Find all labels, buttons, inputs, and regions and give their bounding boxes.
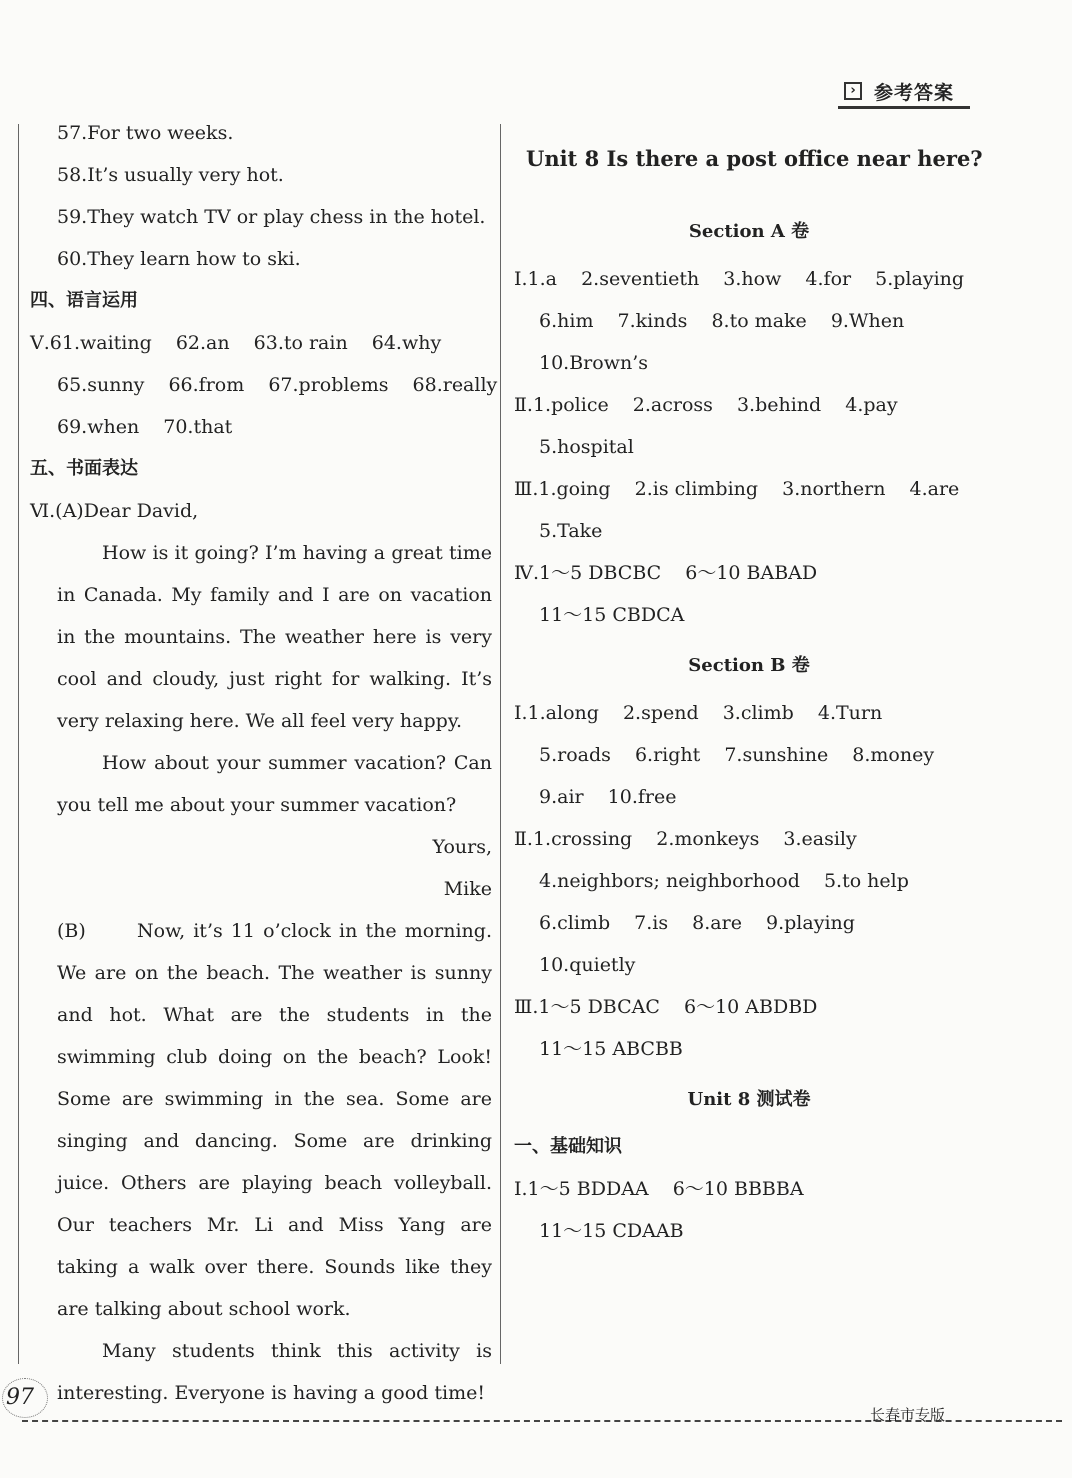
answer-item: 3.behind bbox=[736, 394, 822, 416]
answer-row bbox=[514, 734, 984, 776]
answer-item: Ⅲ.1～5 DBCAC bbox=[514, 996, 660, 1018]
answer-row bbox=[514, 1210, 984, 1252]
answer-item: 2.is climbing bbox=[634, 478, 759, 500]
answer-item: 7.is bbox=[634, 912, 669, 934]
answer-row bbox=[514, 594, 984, 636]
edition-label: 长春市专版 bbox=[870, 1406, 946, 1424]
answer-line: 60.They learn how to ski. bbox=[57, 248, 301, 270]
column-divider bbox=[500, 124, 501, 1364]
answer-row bbox=[514, 860, 984, 902]
answer-item: 2.across bbox=[632, 394, 713, 416]
section-heading: 五、书面表达 bbox=[30, 458, 138, 479]
answer-row bbox=[30, 364, 498, 406]
unit-title: Unit 8 Is there a post office near here? bbox=[526, 146, 983, 171]
answer-item: 6.climb bbox=[539, 912, 611, 934]
answer-item: 11～15 CBDCA bbox=[539, 604, 685, 626]
test-title: Unit 8 测试卷 bbox=[687, 1089, 811, 1110]
page-number-text: 97 bbox=[6, 1385, 34, 1410]
composition-paragraph: Many students think this activity is interesting. Everyone is having a good time! bbox=[57, 1340, 492, 1404]
composition-b-label: (B) bbox=[57, 920, 86, 942]
answer-item: 70.that bbox=[163, 416, 233, 438]
answer-row bbox=[30, 406, 492, 448]
page-number bbox=[2, 1378, 56, 1418]
answer-item: 11～15 CDAAB bbox=[539, 1220, 684, 1242]
answer-row bbox=[514, 468, 984, 510]
answer-item: 6.him bbox=[539, 310, 594, 332]
answer-row bbox=[514, 552, 984, 594]
answer-line: 58.It’s usually very hot. bbox=[57, 164, 284, 186]
arrow-box-icon: › bbox=[844, 82, 862, 100]
answer-item: 65.sunny bbox=[57, 374, 145, 396]
answer-item: 8.to make bbox=[711, 310, 807, 332]
letter-signature: Mike bbox=[443, 878, 492, 900]
answer-item: 9.playing bbox=[766, 912, 855, 934]
answer-item: 62.an bbox=[175, 332, 230, 354]
answer-item: Ⅰ.1.along bbox=[514, 702, 599, 724]
section-title: Section A 卷 bbox=[688, 221, 810, 242]
answer-item: 6～10 BBBBA bbox=[672, 1178, 804, 1200]
answer-item: 2.spend bbox=[622, 702, 699, 724]
answer-item: 4.neighbors; neighborhood bbox=[539, 870, 800, 892]
answer-row bbox=[514, 944, 984, 986]
section-title: Section B 卷 bbox=[688, 655, 810, 676]
answer-item: 66.from bbox=[168, 374, 245, 396]
composition-b bbox=[30, 910, 492, 1330]
answer-row bbox=[514, 1028, 984, 1070]
answer-item: 67.problems bbox=[268, 374, 389, 396]
answer-row bbox=[514, 818, 984, 860]
answer-item: 6～10 ABDBD bbox=[683, 996, 818, 1018]
answer-item: 10.free bbox=[607, 786, 677, 808]
answer-item: 4.Turn bbox=[817, 702, 883, 724]
answer-item: Ⅰ.1～5 BDDAA bbox=[514, 1178, 649, 1200]
answer-item: Ⅳ.1～5 DBCBC bbox=[514, 562, 662, 584]
header-tag bbox=[838, 76, 970, 109]
answer-item: 5.roads bbox=[539, 744, 611, 766]
answer-line: 57.For two weeks. bbox=[57, 122, 234, 144]
answer-item: 64.why bbox=[371, 332, 442, 354]
answer-item: 7.kinds bbox=[617, 310, 688, 332]
answer-item: 5.Take bbox=[539, 520, 603, 542]
answer-item: 63.to rain bbox=[253, 332, 348, 354]
answer-item: 3.northern bbox=[782, 478, 886, 500]
answer-item: 3.easily bbox=[783, 828, 857, 850]
composition-paragraph: Now, it’s 11 o’clock in the morning. We are on the beach. The weather is sunny and hot. What are the students in the swimming club doing on the beach? Look! Some are swimming in the sea. Some are singing and dancing. Some are drinking juice. Others are playing beach volleyball. Our teachers Mr. Li and Miss Yang are taking a walk over there. Sounds like they are talking about school work. bbox=[57, 920, 492, 1320]
answer-row bbox=[514, 510, 984, 552]
answer-row bbox=[514, 902, 984, 944]
answer-item: 8.are bbox=[692, 912, 742, 934]
section-heading: 四、语言运用 bbox=[30, 290, 138, 311]
answer-row bbox=[514, 300, 984, 342]
answer-row bbox=[514, 258, 984, 300]
answer-item: 11～15 ABCBB bbox=[539, 1038, 683, 1060]
letter-paragraph: How about your summer vacation? Can you tell me about your summer vacation? bbox=[57, 752, 492, 816]
answer-line: 59.They watch TV or play chess in the hotel. bbox=[57, 206, 486, 228]
answer-item: 5.to help bbox=[823, 870, 909, 892]
answer-item: Ⅰ.1.a bbox=[514, 268, 558, 290]
answer-item: 10.Brown’s bbox=[539, 352, 648, 374]
answer-item: 2.seventieth bbox=[581, 268, 700, 290]
answer-row bbox=[514, 692, 984, 734]
right-column bbox=[514, 112, 984, 1252]
answer-item: 69.when bbox=[57, 416, 140, 438]
answer-item: Ⅲ.1.going bbox=[514, 478, 611, 500]
letter-paragraph: How is it going? I’m having a great time in Canada. My family and I are on vacation in the mountains. The weather here is very cool and cloudy, just right for walking. It’s very relaxing here. We all feel very happy. bbox=[57, 542, 492, 732]
answer-item: 6.right bbox=[634, 744, 701, 766]
answer-item: 2.monkeys bbox=[656, 828, 760, 850]
answer-item: 7.sunshine bbox=[724, 744, 829, 766]
answer-item: 5.hospital bbox=[539, 436, 634, 458]
answer-item: 5.playing bbox=[875, 268, 965, 290]
answer-row bbox=[30, 322, 492, 364]
answer-item: 4.for bbox=[805, 268, 852, 290]
answer-row bbox=[514, 342, 984, 384]
answer-item: 6～10 BABAD bbox=[685, 562, 818, 584]
answer-item: Ⅱ.1.crossing bbox=[514, 828, 633, 850]
answer-item: 8.money bbox=[852, 744, 935, 766]
answer-row bbox=[514, 986, 984, 1028]
answer-item: 3.climb bbox=[722, 702, 794, 724]
header-tag-label: 参考答案 bbox=[874, 82, 955, 104]
answer-item: Ⅴ.61.waiting bbox=[30, 332, 152, 354]
left-column bbox=[30, 112, 498, 1414]
answer-row bbox=[514, 1168, 984, 1210]
left-margin-rule bbox=[18, 124, 19, 1364]
section-heading: 一、基础知识 bbox=[514, 1136, 622, 1157]
answer-item: 4.are bbox=[909, 478, 960, 500]
answer-item: 68.really bbox=[412, 374, 498, 396]
answer-row bbox=[514, 776, 984, 818]
answer-item: 10.quietly bbox=[539, 954, 636, 976]
answer-item: 9.When bbox=[830, 310, 905, 332]
answer-item: 4.pay bbox=[845, 394, 898, 416]
laurel-wreath-icon bbox=[2, 1378, 48, 1418]
answer-row bbox=[514, 384, 984, 426]
letter-closing: Yours, bbox=[432, 836, 492, 858]
letter-greeting: Ⅵ.(A)Dear David, bbox=[30, 500, 199, 522]
answer-item: Ⅱ.1.police bbox=[514, 394, 609, 416]
answer-item: 3.how bbox=[723, 268, 782, 290]
answer-row bbox=[514, 426, 984, 468]
answer-item: 9.air bbox=[539, 786, 584, 808]
